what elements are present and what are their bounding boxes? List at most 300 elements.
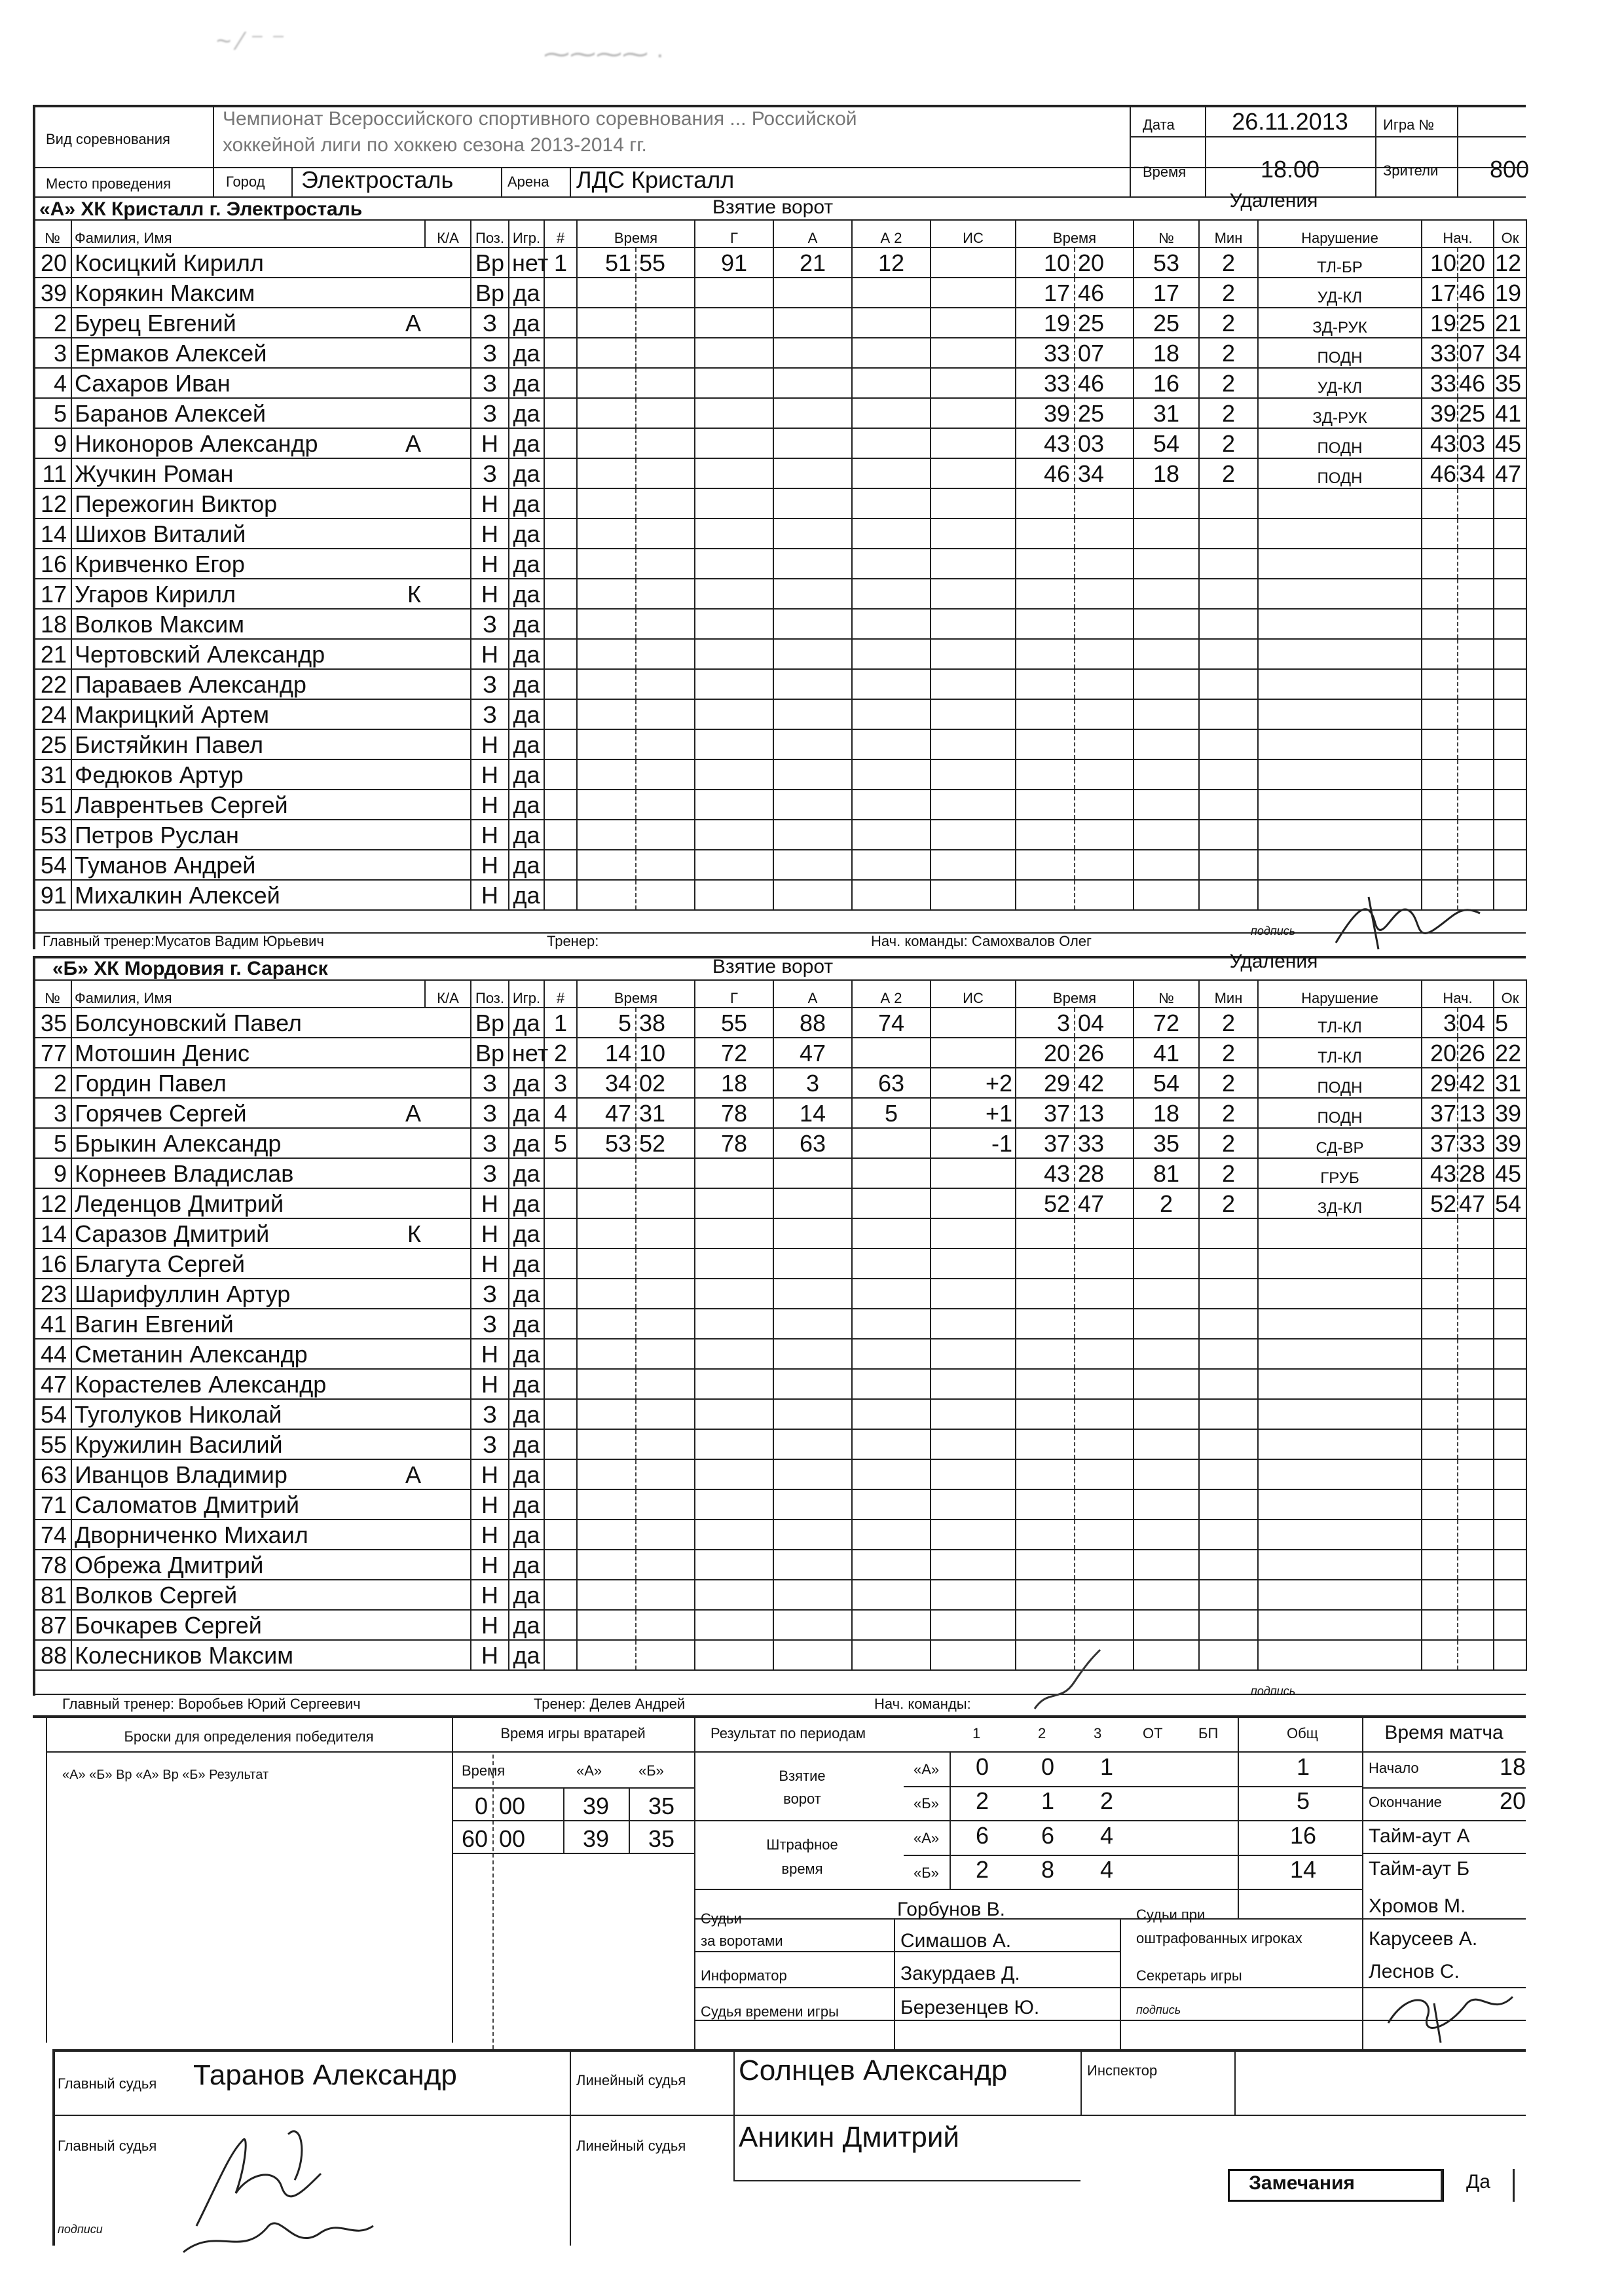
col-header-played: Игр. (509, 980, 544, 1008)
player-captain-cell (425, 488, 471, 519)
player-position: Н (471, 729, 509, 759)
penalty-minutes: 2 (1199, 1128, 1258, 1158)
goal-number (544, 1158, 577, 1188)
col-header-goal-number: # (544, 220, 577, 247)
player-name (71, 759, 425, 790)
penalty-violation (1258, 1339, 1422, 1369)
player-played: да (509, 458, 544, 488)
penalty-time-seconds (1075, 820, 1134, 850)
penalty-time-seconds: 20 (1075, 247, 1134, 278)
goal-number (544, 1489, 577, 1520)
goal-assist-2 (852, 1339, 931, 1369)
goal-strength (931, 699, 1016, 729)
goal-strength (931, 1279, 1016, 1309)
table-row (33, 1008, 544, 1038)
total-header: Общ (1287, 1725, 1318, 1741)
player-name-text: Угаров Кирилл (75, 581, 236, 608)
remarks-label: Замечания (1249, 2172, 1355, 2194)
date-label: Дата (1143, 117, 1175, 133)
shootout-title: Броски для определения победителя (124, 1728, 374, 1745)
player-name-text: Корнеев Владислав (75, 1160, 294, 1187)
goal-assist-1 (773, 549, 852, 579)
goal-assist-2 (852, 669, 931, 699)
penalty-start-seconds: 28 (1458, 1158, 1494, 1188)
player-played: да (509, 428, 544, 458)
goal-strength (931, 1489, 1016, 1520)
player-position: Н (471, 1640, 509, 1670)
col-header-pen-time: Время (1016, 220, 1134, 247)
player-name (71, 458, 425, 488)
penalty-end: 54 (1494, 1188, 1526, 1218)
overtime-header: ОТ (1143, 1725, 1163, 1741)
penalty-end (1494, 1369, 1526, 1399)
player-name (71, 1640, 425, 1670)
penalty-minutes (1199, 1248, 1258, 1279)
player-played: да (509, 1429, 544, 1459)
penalty-minutes: 2 (1199, 428, 1258, 458)
penalty-start-minutes (1422, 820, 1458, 850)
shootout-header: БП (1198, 1725, 1219, 1741)
col-header-played: Игр. (509, 220, 544, 247)
player-captain-cell (425, 1369, 471, 1399)
player-name-text: Баранов Алексей (75, 400, 267, 427)
penalty-time-seconds (1075, 549, 1134, 579)
penalty-violation (1258, 1279, 1422, 1309)
penalty-player: 18 (1134, 338, 1199, 368)
player-name-text: Кружилин Василий (75, 1431, 283, 1458)
player-position: З (471, 669, 509, 699)
penalty-player (1134, 1279, 1199, 1309)
team-b-penalties-table (1015, 979, 1527, 1671)
linesman-2: Аникин Дмитрий (739, 2121, 959, 2153)
penalty-start-seconds (1458, 1309, 1494, 1339)
secretary-signature (1382, 1977, 1526, 2049)
penalty-start-seconds (1458, 639, 1494, 669)
col-header-strength: ИС (931, 220, 1016, 247)
table-row (33, 639, 544, 669)
player-name-text: Волков Максим (75, 611, 244, 638)
period-cell-pim-a-3: 4 (1099, 1822, 1114, 1849)
player-captain-mark: А (405, 1461, 421, 1488)
table-row (544, 1218, 1016, 1248)
goal-time-seconds (636, 850, 695, 880)
player-number: 16 (33, 1248, 71, 1279)
goal-time-seconds (636, 579, 695, 609)
arena-label: Арена (507, 173, 549, 190)
goal-scorer (695, 639, 773, 669)
penalty-end (1494, 549, 1526, 579)
col-header-name: Фамилия, Имя (71, 220, 425, 247)
player-position: Н (471, 428, 509, 458)
penalty-violation: ТЛ-КЛ (1258, 1038, 1422, 1068)
table-row (544, 1369, 1016, 1399)
table-header-row (1016, 980, 1526, 1008)
goal-assist-1 (773, 1248, 852, 1279)
penalty-violation: ПОДН (1258, 1068, 1422, 1098)
table-row (544, 368, 1016, 398)
penalty-violation: ТЛ-КЛ (1258, 1008, 1422, 1038)
goal-number (544, 729, 577, 759)
table-row (33, 488, 544, 519)
col-header-violation: Нарушение (1258, 980, 1422, 1008)
penalty-time-minutes (1016, 1520, 1075, 1550)
period-cell-pim-a-6: 16 (1289, 1822, 1317, 1849)
penalty-time-seconds (1075, 1369, 1134, 1399)
goal-scorer (695, 880, 773, 910)
goal-number (544, 428, 577, 458)
penalty-start-minutes (1422, 1520, 1458, 1550)
goal-scorer (695, 1610, 773, 1640)
player-name-text: Никоноров Александр (75, 430, 318, 457)
period-cell-pim-a-1: 6 (975, 1822, 989, 1849)
penalty-end: 45 (1494, 1158, 1526, 1188)
player-position: Вр (471, 247, 509, 278)
player-captain-cell (425, 1279, 471, 1309)
player-name (71, 729, 425, 759)
goal-time-minutes: 14 (577, 1038, 636, 1068)
player-name-text: Параваев Александр (75, 671, 306, 698)
goal-strength (931, 790, 1016, 820)
penalty-time-minutes (1016, 669, 1075, 699)
player-number: 55 (33, 1429, 71, 1459)
penalty-violation: ГРУБ (1258, 1158, 1422, 1188)
player-name (71, 820, 425, 850)
goal-scorer (695, 1158, 773, 1188)
penalty-start-minutes (1422, 1309, 1458, 1339)
goal-assist-1 (773, 428, 852, 458)
penalty-end (1494, 1640, 1526, 1670)
table-row (33, 549, 544, 579)
penalty-time-minutes (1016, 639, 1075, 669)
penalty-time-minutes (1016, 609, 1075, 639)
penalty-time-seconds: 34 (1075, 458, 1134, 488)
goal-scorer (695, 1520, 773, 1550)
goal-time-seconds (636, 639, 695, 669)
goal-scorer (695, 850, 773, 880)
penalty-time-minutes (1016, 850, 1075, 880)
goal-number: 4 (544, 1098, 577, 1128)
player-played: да (509, 1218, 544, 1248)
period-cell-pim-a-2: 6 (1041, 1822, 1055, 1849)
penalty-end (1494, 1309, 1526, 1339)
team-b-goals-table (544, 979, 1016, 1671)
penalty-player: 53 (1134, 247, 1199, 278)
goal-strength (931, 759, 1016, 790)
goal-assist-1 (773, 1459, 852, 1489)
penalty-minutes (1199, 1580, 1258, 1610)
table-row (544, 699, 1016, 729)
penalty-end: 34 (1494, 338, 1526, 368)
penalty-end (1494, 790, 1526, 820)
goal-assist-1 (773, 1550, 852, 1580)
goal-scorer: 78 (695, 1098, 773, 1128)
player-captain-mark: К (407, 1220, 421, 1247)
player-number: 35 (33, 1008, 71, 1038)
penalty-player (1134, 579, 1199, 609)
goal-time-minutes (577, 1399, 636, 1429)
penalty-start-minutes: 37 (1422, 1098, 1458, 1128)
penalty-player: 72 (1134, 1008, 1199, 1038)
goal-time-seconds (636, 1339, 695, 1369)
player-played: да (509, 609, 544, 639)
penalty-time-seconds (1075, 1520, 1134, 1550)
player-position: З (471, 1399, 509, 1429)
penalty-end (1494, 1339, 1526, 1369)
player-captain-cell (425, 549, 471, 579)
penalty-minutes (1199, 1489, 1258, 1520)
player-captain-cell (425, 1008, 471, 1038)
player-captain-cell (425, 820, 471, 850)
player-played: нет (509, 1038, 544, 1068)
goal-time-minutes (577, 729, 636, 759)
table-row (544, 1459, 1016, 1489)
penalty-end (1494, 488, 1526, 519)
goal-time-seconds (636, 1610, 695, 1640)
penalty-violation (1258, 729, 1422, 759)
table-row (1016, 1429, 1526, 1459)
penalty-minutes: 2 (1199, 308, 1258, 338)
table-row (33, 1128, 544, 1158)
competition-line-1: Чемпионат Всероссийского спортивного соревнования ... Российской (223, 108, 857, 130)
penalty-end (1494, 519, 1526, 549)
goal-time-seconds (636, 699, 695, 729)
player-name-text: Саломатов Дмитрий (75, 1491, 300, 1518)
col-header-position: Поз. (471, 220, 509, 247)
player-name (71, 1038, 425, 1068)
table-row (1016, 1008, 1526, 1038)
goal-assist-1 (773, 579, 852, 609)
goal-number (544, 579, 577, 609)
player-captain-cell (425, 338, 471, 368)
player-name-text: Волков Сергей (75, 1582, 238, 1609)
penalty-start-seconds (1458, 850, 1494, 880)
penalty-player: 41 (1134, 1038, 1199, 1068)
goal-assist-1 (773, 1429, 852, 1459)
goal-time-minutes (577, 1550, 636, 1580)
table-row (33, 850, 544, 880)
penalty-start-minutes (1422, 1489, 1458, 1520)
team-b-sign-label: подпись (1251, 1685, 1296, 1698)
col-header-pen-end: Ок (1494, 220, 1526, 247)
penalty-start-seconds (1458, 1640, 1494, 1670)
period-cell-goals-b-2: 1 (1041, 1787, 1055, 1814)
goal-time-minutes (577, 669, 636, 699)
goal-assist-2 (852, 1279, 931, 1309)
penalty-violation (1258, 1248, 1422, 1279)
table-row (33, 338, 544, 368)
penalty-start-minutes (1422, 1429, 1458, 1459)
penalty-end (1494, 1520, 1526, 1550)
goals-team-a-label: «А» (913, 1761, 940, 1777)
goal-time-minutes (577, 1309, 636, 1339)
penalty-minutes (1199, 1429, 1258, 1459)
goalie-time-title: Время игры вратарей (500, 1725, 646, 1741)
player-name-text: Дворниченко Михаил (75, 1522, 308, 1548)
penalty-violation (1258, 1550, 1422, 1580)
goal-time-seconds (636, 458, 695, 488)
goal-time-minutes: 34 (577, 1068, 636, 1098)
penalty-violation: ЗД-РУК (1258, 308, 1422, 338)
table-row (544, 669, 1016, 699)
player-number: 22 (33, 669, 71, 699)
penalty-start-minutes: 43 (1422, 428, 1458, 458)
player-number: 23 (33, 1279, 71, 1309)
penalty-end (1494, 1580, 1526, 1610)
penalty-judges-label-2: оштрафованных игроках (1136, 1930, 1302, 1946)
player-played: да (509, 1158, 544, 1188)
goal-assist-2 (852, 1218, 931, 1248)
table-row (33, 579, 544, 609)
goal-scorer (695, 699, 773, 729)
team-a-goals-heading: Взятие ворот (712, 196, 834, 218)
penalty-minutes: 2 (1199, 278, 1258, 308)
penalty-start-seconds (1458, 820, 1494, 850)
penalty-start-minutes: 17 (1422, 278, 1458, 308)
goal-number (544, 850, 577, 880)
player-played: да (509, 820, 544, 850)
penalty-start-seconds (1458, 759, 1494, 790)
penalty-time-seconds (1075, 488, 1134, 519)
penalty-time-minutes (1016, 1248, 1075, 1279)
penalty-time-seconds (1075, 1429, 1134, 1459)
table-row (544, 1309, 1016, 1339)
player-name-text: Лаврентьев Сергей (75, 792, 288, 818)
team-a-roster-table (33, 219, 549, 911)
penalty-start-minutes: 29 (1422, 1068, 1458, 1098)
table-row (33, 1218, 544, 1248)
player-played: да (509, 1128, 544, 1158)
player-played: да (509, 549, 544, 579)
player-number: 17 (33, 579, 71, 609)
player-captain-cell (425, 1580, 471, 1610)
penalty-player: 18 (1134, 1098, 1199, 1128)
table-row (1016, 1520, 1526, 1550)
goal-assist-1 (773, 609, 852, 639)
goal-time-minutes (577, 1489, 636, 1520)
col-header-pen-player: № (1134, 220, 1199, 247)
col-header-assist-1: А (773, 220, 852, 247)
penalty-violation (1258, 639, 1422, 669)
goal-time-minutes (577, 519, 636, 549)
player-name (71, 519, 425, 549)
goal-strength (931, 308, 1016, 338)
player-name (71, 1520, 425, 1550)
player-number: 39 (33, 278, 71, 308)
goal-strength (931, 1369, 1016, 1399)
player-played: да (509, 850, 544, 880)
table-row (33, 1068, 544, 1098)
player-captain-cell (425, 699, 471, 729)
player-position: Н (471, 519, 509, 549)
player-position: Н (471, 759, 509, 790)
goal-number (544, 1188, 577, 1218)
player-name-text: Гордин Павел (75, 1070, 227, 1097)
table-row (544, 1248, 1016, 1279)
table-row (1016, 1339, 1526, 1369)
penalty-end (1494, 1248, 1526, 1279)
player-number: 16 (33, 549, 71, 579)
player-name (71, 579, 425, 609)
goal-strength (931, 1580, 1016, 1610)
player-name (71, 1399, 425, 1429)
timekeeper-value: Березенцев Ю. (900, 1997, 1040, 2018)
table-row (544, 609, 1016, 639)
col-header-goal-time: Время (577, 220, 695, 247)
table-row (544, 1279, 1016, 1309)
player-position: З (471, 699, 509, 729)
table-row (33, 1309, 544, 1339)
penalty-end (1494, 1489, 1526, 1520)
goal-assist-1: 88 (773, 1008, 852, 1038)
goal-assist-2 (852, 699, 931, 729)
player-name-text: Иванцов Владимир (75, 1461, 287, 1488)
col-header-pen-time: Время (1016, 980, 1134, 1008)
player-number: 5 (33, 1128, 71, 1158)
goal-assist-1 (773, 790, 852, 820)
player-name (71, 1128, 425, 1158)
table-row (1016, 790, 1526, 820)
player-name (71, 247, 425, 278)
player-number: 5 (33, 398, 71, 428)
player-position: З (471, 1128, 509, 1158)
penalty-start-seconds (1458, 1218, 1494, 1248)
table-row (33, 1429, 544, 1459)
table-row (544, 820, 1016, 850)
penalty-time-minutes (1016, 549, 1075, 579)
match-start-value: 18 (1500, 1753, 1526, 1780)
goal-time-seconds (636, 338, 695, 368)
goal-number: 3 (544, 1068, 577, 1098)
player-captain-cell (425, 1520, 471, 1550)
player-captain-mark: А (405, 1100, 421, 1127)
player-name-text: Михалкин Алексей (75, 882, 280, 909)
player-captain-cell (425, 458, 471, 488)
player-name-text: Вагин Евгений (75, 1311, 234, 1338)
goal-time-minutes (577, 579, 636, 609)
penalty-time-seconds (1075, 699, 1134, 729)
table-row (33, 790, 544, 820)
player-played: да (509, 1339, 544, 1369)
penalty-start-minutes: 52 (1422, 1188, 1458, 1218)
goal-scorer (695, 398, 773, 428)
player-name (71, 398, 425, 428)
goal-time-minutes: 51 (577, 247, 636, 278)
penalty-minutes: 2 (1199, 368, 1258, 398)
informator-label: Информатор (701, 1967, 787, 1984)
player-number: 54 (33, 1399, 71, 1429)
penalty-start-seconds: 46 (1458, 368, 1494, 398)
period-cell-goals-b-3: 2 (1099, 1787, 1114, 1814)
table-header-row (544, 220, 1016, 247)
penalty-start-seconds (1458, 519, 1494, 549)
player-number: 63 (33, 1459, 71, 1489)
goal-assist-2 (852, 850, 931, 880)
player-position: Вр (471, 1008, 509, 1038)
penalty-time-seconds: 46 (1075, 368, 1134, 398)
goal-scorer (695, 308, 773, 338)
penalty-time-minutes: 20 (1016, 1038, 1075, 1068)
team-b-goals-heading: Взятие ворот (712, 956, 834, 977)
penalty-start-minutes (1422, 699, 1458, 729)
penalty-time-seconds (1075, 639, 1134, 669)
penalty-time-minutes (1016, 488, 1075, 519)
penalty-start-seconds: 03 (1458, 428, 1494, 458)
penalty-player: 35 (1134, 1128, 1199, 1158)
time-label: Время (1143, 164, 1187, 180)
goal-strength (931, 850, 1016, 880)
table-row (544, 338, 1016, 368)
penalty-start-seconds (1458, 549, 1494, 579)
